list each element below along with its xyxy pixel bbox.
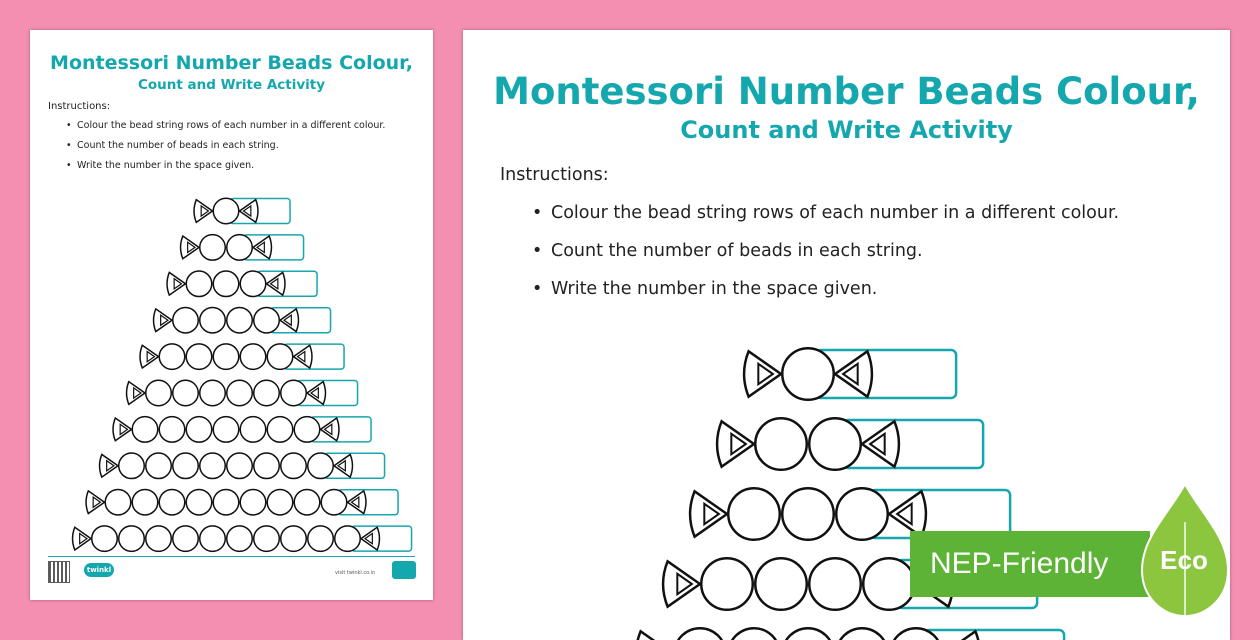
- bead: [186, 417, 212, 443]
- instruction-text: Colour the bead string rows of each number in a different colour.: [77, 120, 386, 131]
- bead-strings-small: [30, 30, 433, 600]
- bead: [186, 271, 212, 297]
- bead: [132, 489, 158, 515]
- bead-string-row: [744, 348, 956, 400]
- bead: [240, 344, 266, 370]
- bead-bow-left: [717, 421, 754, 466]
- bead-bow-left: [744, 351, 781, 396]
- bead: [146, 380, 172, 406]
- bead: [782, 488, 834, 540]
- bead-bow-left: [113, 418, 131, 441]
- bead: [254, 453, 280, 479]
- bead: [159, 489, 185, 515]
- bead: [254, 526, 280, 552]
- bead: [308, 453, 334, 479]
- bullet: •: [66, 120, 72, 131]
- bead: [755, 418, 807, 470]
- footer-divider: [48, 556, 415, 557]
- bead-bow-left: [73, 527, 91, 550]
- bead: [200, 453, 226, 479]
- bead-bow-left: [167, 272, 185, 295]
- bead-bow-left: [663, 561, 700, 606]
- bead-string-row: [113, 417, 371, 443]
- bead-string-row: [717, 418, 983, 470]
- thumbnail-title-line2: Count and Write Activity: [137, 77, 326, 93]
- instruction-text: Write the number in the space given.: [77, 160, 255, 171]
- bead: [809, 418, 861, 470]
- bead: [105, 489, 131, 515]
- bead: [267, 344, 293, 370]
- bead: [836, 488, 888, 540]
- zoom-instructions-label: Instructions:: [500, 165, 609, 185]
- bead: [755, 558, 807, 610]
- instruction-text: Count the number of beads in each string.: [77, 140, 279, 151]
- qr-code-icon: [48, 561, 70, 583]
- bead-bow-left: [181, 236, 199, 259]
- thumbnail-title-line1: Montessori Number Beads Colour,: [50, 52, 413, 74]
- bead: [146, 526, 172, 552]
- bead: [173, 526, 199, 552]
- bead-string-row: [167, 271, 317, 297]
- bead-string-row: [154, 307, 331, 333]
- bead-string-row: [100, 453, 385, 479]
- bullet: •: [532, 203, 543, 223]
- bead: [173, 380, 199, 406]
- bead: [173, 453, 199, 479]
- bead-bow-left: [140, 345, 158, 368]
- bead: [728, 488, 780, 540]
- bullet: •: [532, 241, 543, 261]
- bead: [809, 558, 861, 610]
- bead: [254, 307, 280, 333]
- bead-bow-left: [86, 491, 104, 514]
- bead: [146, 453, 172, 479]
- bead: [186, 344, 212, 370]
- bead: [294, 417, 320, 443]
- eco-label: Eco: [1160, 545, 1208, 575]
- bead-bow-left: [636, 631, 673, 640]
- footer-badge-icon: [392, 561, 416, 579]
- bullet: •: [66, 140, 72, 151]
- bead-string-row: [636, 628, 1064, 640]
- bead: [200, 526, 226, 552]
- bead: [701, 558, 753, 610]
- bead: [836, 628, 888, 640]
- bead: [281, 453, 307, 479]
- bead: [728, 628, 780, 640]
- bead: [200, 307, 226, 333]
- bullet: •: [532, 279, 543, 299]
- bead: [281, 380, 307, 406]
- bead: [159, 344, 185, 370]
- bead: [119, 526, 145, 552]
- bead: [240, 271, 266, 297]
- answer-box: [924, 630, 1064, 640]
- bead: [267, 417, 293, 443]
- bead: [132, 417, 158, 443]
- bead: [227, 453, 253, 479]
- instruction-text: Colour the bead string rows of each number in a different colour.: [551, 203, 1120, 223]
- bead-bow-left: [127, 382, 145, 405]
- bead: [186, 489, 212, 515]
- bead-bow-left: [194, 200, 212, 223]
- instruction-text: Write the number in the space given.: [551, 279, 878, 299]
- instruction-text: Count the number of beads in each string.: [551, 241, 923, 261]
- bead-string-row: [181, 235, 304, 261]
- bead-string-row: [127, 380, 358, 406]
- zoom-title-line1: Montessori Number Beads Colour,: [493, 70, 1200, 113]
- bead-string-row: [86, 489, 398, 515]
- bead: [782, 628, 834, 640]
- bead: [213, 417, 239, 443]
- bead: [200, 380, 226, 406]
- nep-friendly-banner: NEP-Friendly: [910, 531, 1150, 597]
- bead: [674, 628, 726, 640]
- bead-string-row: [140, 344, 344, 370]
- thumbnail-instructions-label: Instructions:: [48, 101, 111, 112]
- bead: [213, 489, 239, 515]
- bead: [227, 307, 253, 333]
- worksheet-thumbnail: [30, 30, 433, 600]
- bead: [92, 526, 118, 552]
- bead: [227, 526, 253, 552]
- bead: [240, 489, 266, 515]
- bead: [240, 417, 266, 443]
- bead: [159, 417, 185, 443]
- footer-url: visit twinkl.co.in: [335, 570, 376, 576]
- bead: [321, 489, 347, 515]
- bead: [213, 271, 239, 297]
- twinkl-logo-icon: twinkl: [84, 563, 114, 577]
- bead: [173, 307, 199, 333]
- bead: [335, 526, 361, 552]
- bullet: •: [66, 160, 72, 171]
- bead: [254, 380, 280, 406]
- bead: [227, 235, 253, 261]
- bead-string-row: [73, 526, 412, 552]
- bead-bow-left: [690, 491, 727, 536]
- bead: [782, 348, 834, 400]
- bead: [267, 489, 293, 515]
- bead: [227, 380, 253, 406]
- bead-bow-left: [100, 454, 118, 477]
- bead: [119, 453, 145, 479]
- bead: [213, 344, 239, 370]
- bead-bow-left: [154, 309, 172, 332]
- bead: [308, 526, 334, 552]
- bead: [213, 198, 239, 224]
- bead: [281, 526, 307, 552]
- bead: [294, 489, 320, 515]
- zoom-title-line2: Count and Write Activity: [680, 116, 1013, 144]
- bead: [200, 235, 226, 261]
- bead: [863, 558, 915, 610]
- bead-string-row: [194, 198, 290, 224]
